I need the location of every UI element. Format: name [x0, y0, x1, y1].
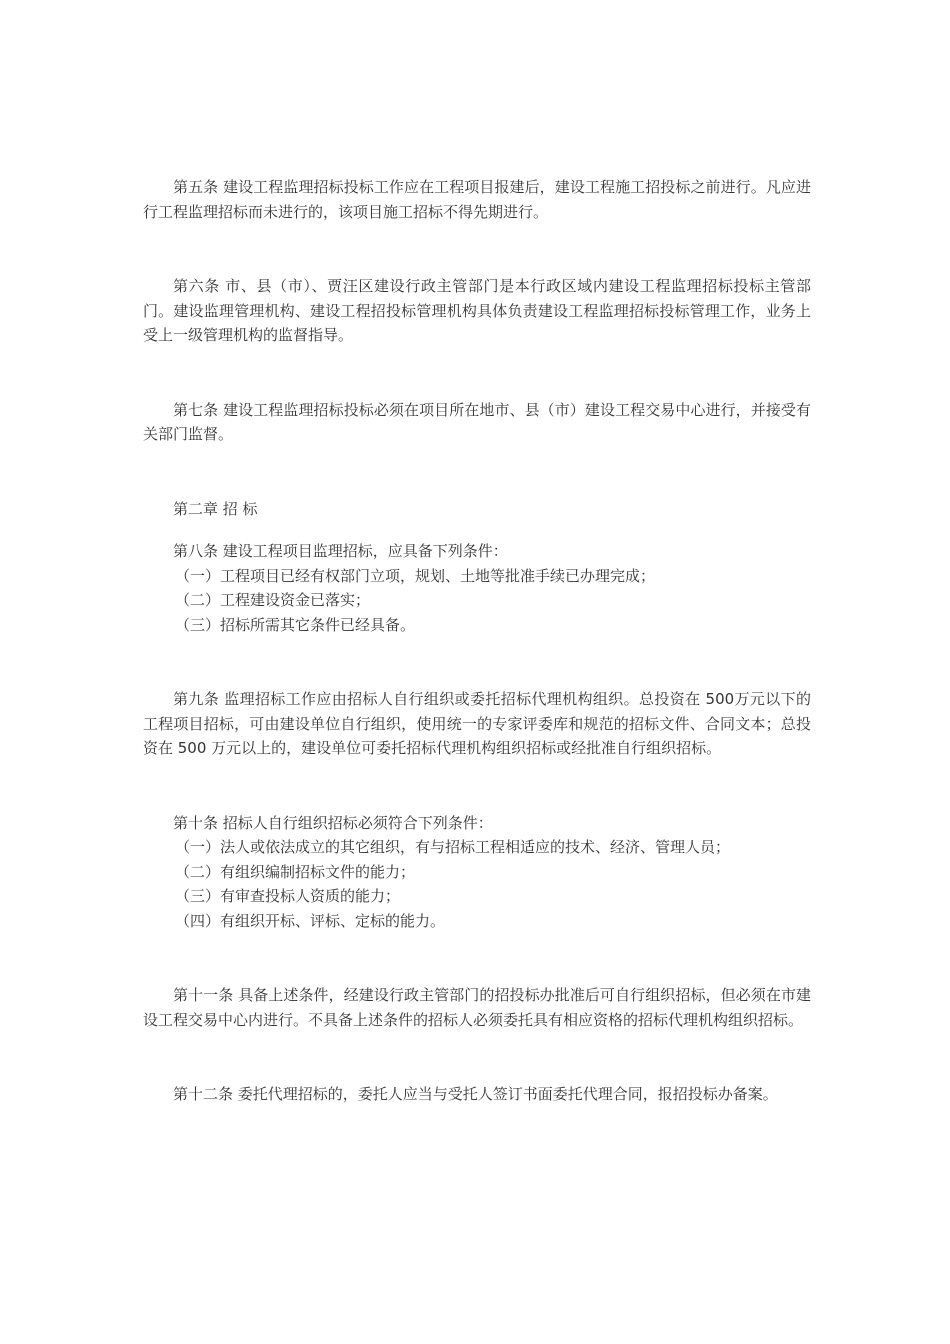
article-10-item-3: （三）有审查投标人资质的能力； [175, 887, 401, 905]
document-body [143, 175, 811, 1107]
spacer [143, 761, 811, 811]
chapter-heading: 第二章 招 标 [173, 499, 258, 518]
article-7: 第七条 建设工程监理招标投标必须在项目所在地市、县（市）建设工程交易中心进行，并接受有关部门监督。 [143, 400, 811, 443]
article-6: 第六条 市、县（市）、贾汪区建设行政主管部门是本行政区域内建设工程监理招标投标主管部门。建设监理管理机构、建设工程招投标管理机构具体负责建设工程监理招标投标管理工作，业务上受上一级管理机构的监督指导。 [143, 277, 811, 344]
article-12: 第十二条 委托代理招标的，委托人应当与受托人签订书面委托代理合同，报招投标办备案。 [173, 1085, 778, 1103]
article-8-item-2: （二）工程建设资金已落实； [175, 591, 371, 609]
spacer [143, 224, 811, 274]
article-8-item-3: （三）招标所需其它条件已经具备。 [175, 615, 416, 634]
article-9: 第九条 监理招标工作应由招标人自行组织或委托招标代理机构组织。总投资在 500万元以下的工程项目招标，可由建设单位自行组织，使用统一的专家评委库和规范的招标文件、合同文本；总投资在 500 万元以上的，建设单位可委托招标代理机构组织招标或经批准自行组织招标。 [143, 690, 811, 757]
spacer [143, 1032, 811, 1082]
article-8-item-1: （一）工程项目已经有权部门立项，规划、土地等批准手续已办理完成； [175, 566, 656, 585]
spacer [143, 637, 811, 687]
article-5: 第五条 建设工程监理招标投标工作应在工程项目报建后，建设工程施工招投标之前进行。凡应进行工程监理招标而未进行的，该项目施工招标不得先期进行。 [143, 178, 811, 221]
article-10: 第十条 招标人自行组织招标必须符合下列条件： [173, 813, 493, 832]
spacer [143, 447, 811, 497]
article-11: 第十一条 具备上述条件，经建设行政主管部门的招投标办批准后可自行组织招标，但必须在市建设工程交易中心内进行。不具备上述条件的招标人必须委托具有相应资格的招标代理机构组织招标。 [143, 986, 811, 1029]
article-10-item-4: （四）有组织开标、评标、定标的能力。 [175, 911, 446, 930]
article-8: 第八条 建设工程项目监理招标，应具备下列条件： [173, 542, 508, 560]
spacer [143, 348, 811, 398]
article-10-item-2: （二）有组织编制招标文件的能力； [175, 862, 416, 881]
spacer [143, 521, 811, 539]
article-10-item-1: （一）法人或依法成立的其它组织，有与招标工程相适应的技术、经济、管理人员； [175, 838, 731, 856]
spacer [143, 933, 811, 983]
